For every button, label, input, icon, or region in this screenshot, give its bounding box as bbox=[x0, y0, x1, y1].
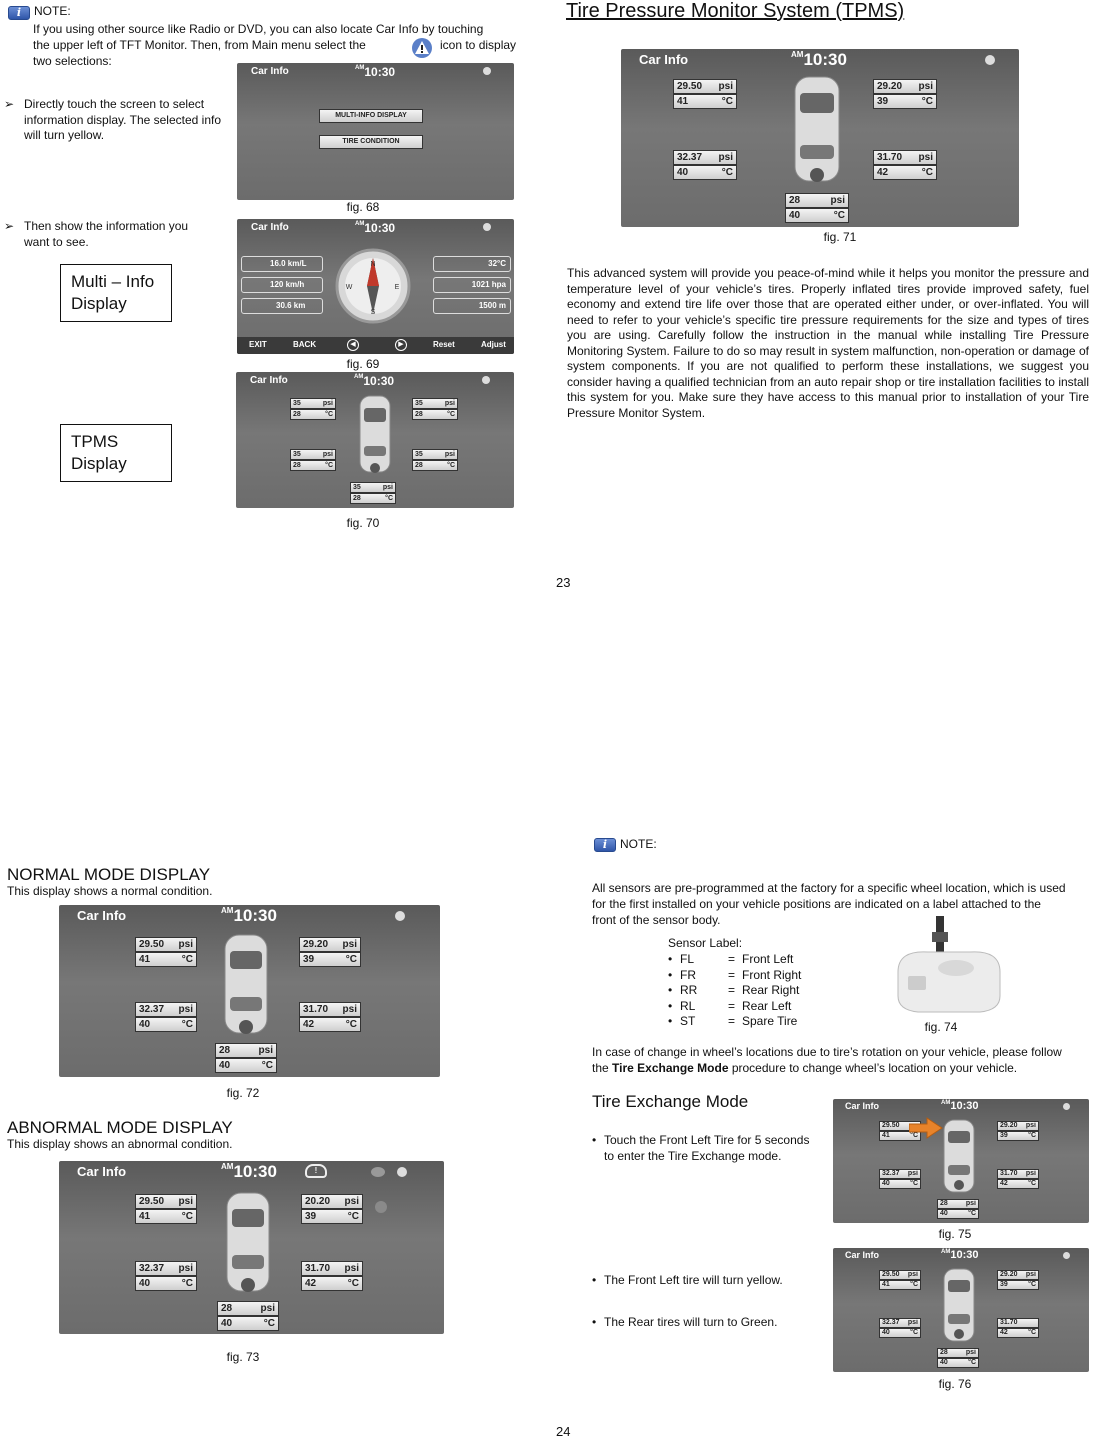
back-button[interactable]: BACK bbox=[293, 340, 317, 349]
note-24-line-3: front of the sensor body. bbox=[592, 913, 721, 927]
rl-temp-unit: °C bbox=[721, 167, 733, 178]
st-pressure: 28 bbox=[221, 1303, 233, 1314]
fr-tire-box bbox=[997, 1270, 1039, 1290]
st-tire-box bbox=[937, 1348, 979, 1368]
fr-tire-box bbox=[997, 1121, 1039, 1141]
fl-temp: 41 bbox=[677, 96, 689, 107]
note-line-3: icon to display bbox=[440, 38, 517, 52]
note-24-line-2: for the first installed on your vehicle positions are indicated on a label attached to the bbox=[592, 897, 1041, 911]
compass-w: W bbox=[345, 284, 353, 291]
note-label-24: NOTE: bbox=[620, 837, 657, 851]
rr-tire-box bbox=[301, 1261, 363, 1291]
fl-pressure: 29.50 bbox=[882, 1122, 900, 1129]
clock: $^{AM}$10:30 bbox=[354, 374, 395, 388]
st-pressure: 28 bbox=[940, 1349, 948, 1356]
sensor-item: • ST = Spare Tire bbox=[668, 1014, 798, 1029]
fig72-screen bbox=[59, 905, 440, 1077]
tpms-title: Tire Pressure Monitor System (TPMS) bbox=[566, 0, 905, 22]
fig69-caption: fig. 69 bbox=[346, 357, 380, 371]
fl-tire-box bbox=[673, 79, 737, 109]
change-line-2: the Tire Exchange Mode procedure to change wheel’s location on your vehicle. bbox=[592, 1061, 1018, 1075]
st-temp: 40 bbox=[940, 1359, 948, 1366]
rl-unit: psi bbox=[718, 152, 733, 163]
st-temp: 40 bbox=[789, 210, 801, 221]
settings-dot-icon bbox=[397, 1167, 407, 1177]
sensor-list bbox=[668, 952, 828, 1030]
st-pressure: 28 bbox=[219, 1045, 231, 1056]
note-line-1: If you using other source like Radio or DVD, you can also locate Car Info by touching bbox=[33, 22, 484, 36]
rl-temp-unit: °C bbox=[325, 462, 333, 469]
fl-temp: 28 bbox=[293, 411, 301, 418]
sensor-label-heading: Sensor Label: bbox=[668, 936, 743, 950]
fl-pressure: 35 bbox=[293, 400, 301, 407]
fig70-screen bbox=[236, 372, 514, 508]
fig68-screen bbox=[237, 63, 514, 200]
speed-row: 120 km/h bbox=[241, 277, 323, 293]
note-line-4: two selections: bbox=[33, 54, 112, 68]
tire-box-rl bbox=[290, 449, 336, 471]
sensor-photo bbox=[888, 910, 1012, 1020]
screen-title: Car Info bbox=[845, 1250, 880, 1260]
car-top-icon bbox=[219, 1189, 277, 1299]
rr-temp: 42 bbox=[1000, 1329, 1008, 1336]
step-1: • Touch the Front Left Tire for 5 seconds to enter the Tire Exchange mode. bbox=[592, 1133, 810, 1163]
prev-icon[interactable]: ◀ bbox=[347, 339, 359, 351]
fig76-screen bbox=[833, 1248, 1089, 1372]
st-unit: psi bbox=[258, 1045, 273, 1056]
fl-pressure: 29.50 bbox=[139, 939, 165, 950]
tire-box-st bbox=[350, 482, 396, 504]
st-temp-unit: °C bbox=[833, 210, 845, 221]
st-pressure: 35 bbox=[353, 484, 361, 491]
st-temp-unit: °C bbox=[385, 495, 393, 502]
st-pressure: 28 bbox=[940, 1200, 948, 1207]
pressure-row: 1021 hpa bbox=[433, 277, 511, 293]
st-pressure: 28 bbox=[789, 195, 801, 206]
step-3: • The Rear tires will turn to Green. bbox=[592, 1315, 778, 1329]
fr-temp-unit: °C bbox=[345, 954, 357, 965]
st-unit: psi bbox=[382, 484, 393, 491]
fr-pressure: 20.20 bbox=[305, 1196, 331, 1207]
bottom-bar bbox=[237, 337, 514, 354]
rl-pressure: 32.37 bbox=[882, 1170, 900, 1177]
rl-temp: 40 bbox=[677, 167, 689, 178]
fl-pressure: 29.50 bbox=[677, 81, 703, 92]
clock: $^{AM}$10:30 bbox=[221, 906, 277, 925]
settings-dot-icon bbox=[395, 911, 405, 921]
screen-title: Car Info bbox=[639, 52, 689, 67]
st-tire-box bbox=[215, 1043, 277, 1073]
rl-tire-box bbox=[879, 1169, 921, 1189]
rr-pressure: 35 bbox=[415, 451, 423, 458]
sound-icon bbox=[371, 1167, 385, 1177]
fl-tire-box bbox=[135, 1194, 197, 1224]
tire-box-fl bbox=[290, 398, 336, 420]
rl-unit: psi bbox=[907, 1319, 918, 1326]
car-top-icon bbox=[217, 931, 275, 1041]
rl-temp: 40 bbox=[882, 1180, 890, 1187]
st-unit: psi bbox=[965, 1200, 976, 1207]
rl-unit: psi bbox=[322, 451, 333, 458]
rr-pressure: 31.70 bbox=[305, 1263, 331, 1274]
st-temp-unit: °C bbox=[261, 1060, 273, 1071]
compass-n: N bbox=[370, 261, 376, 268]
step-2: • The Front Left tire will turn yellow. bbox=[592, 1273, 783, 1287]
tire-condition-button[interactable]: TIRE CONDITION bbox=[319, 135, 423, 149]
compass-icon bbox=[333, 246, 413, 326]
fr-unit: psi bbox=[1025, 1271, 1036, 1278]
fr-temp: 39 bbox=[1000, 1281, 1008, 1288]
fl-unit: psi bbox=[718, 81, 733, 92]
rr-tire-box bbox=[873, 150, 937, 180]
rl-temp-unit: °C bbox=[181, 1278, 193, 1289]
fr-unit: psi bbox=[918, 81, 933, 92]
st-tire-box bbox=[217, 1301, 279, 1331]
screen-title: Car Info bbox=[77, 1164, 127, 1179]
rr-unit: psi bbox=[444, 451, 455, 458]
fr-unit: psi bbox=[342, 939, 357, 950]
fig73-screen bbox=[59, 1161, 444, 1334]
rr-tire-box bbox=[997, 1318, 1039, 1338]
box-multi-info: Multi – Info Display bbox=[60, 264, 172, 322]
exit-button[interactable]: EXIT bbox=[249, 340, 267, 349]
info-icon: i bbox=[594, 838, 616, 852]
clock: $^{AM}$10:30 bbox=[941, 1100, 979, 1112]
fl-unit: psi bbox=[178, 1196, 193, 1207]
compass-e: E bbox=[394, 284, 400, 291]
rr-temp-unit: °C bbox=[1028, 1329, 1036, 1336]
fl-unit: psi bbox=[178, 939, 193, 950]
st-temp: 40 bbox=[219, 1060, 231, 1071]
st-temp: 40 bbox=[940, 1210, 948, 1217]
fig72-caption: fig. 72 bbox=[226, 1086, 260, 1100]
fig71-caption: fig. 71 bbox=[823, 230, 857, 244]
rr-temp-unit: °C bbox=[347, 1278, 359, 1289]
rl-temp: 40 bbox=[882, 1329, 890, 1336]
tire-exchange-heading: Tire Exchange Mode bbox=[592, 1092, 749, 1111]
st-temp-unit: °C bbox=[968, 1359, 976, 1366]
compass-s: S bbox=[370, 309, 376, 316]
temperature-row: 32°C bbox=[433, 256, 511, 272]
clock: $^{AM}$10:30 bbox=[221, 1162, 277, 1181]
fl-temp-unit: °C bbox=[910, 1132, 918, 1139]
rr-unit: psi bbox=[342, 1004, 357, 1015]
rr-temp-unit: °C bbox=[345, 1019, 357, 1030]
fr-alert-icon bbox=[375, 1201, 387, 1213]
fl-temp-unit: °C bbox=[181, 954, 193, 965]
note-24-line-1: All sensors are pre-programmed at the factory for a specific wheel location, which is used bbox=[592, 881, 1066, 895]
car-top-icon bbox=[939, 1266, 979, 1344]
fl-unit: psi bbox=[322, 400, 333, 407]
rl-temp-unit: °C bbox=[181, 1019, 193, 1030]
car-top-icon bbox=[787, 73, 847, 189]
rr-temp: 42 bbox=[877, 167, 889, 178]
note-label: NOTE: bbox=[34, 4, 71, 18]
clock: $^{AM}$10:30 bbox=[941, 1249, 979, 1261]
fr-temp-unit: °C bbox=[921, 96, 933, 107]
rr-temp: 28 bbox=[415, 462, 423, 469]
fr-tire-box bbox=[299, 937, 361, 967]
fl-tire-box bbox=[879, 1270, 921, 1290]
bullet-show: ➢ Then show the information you want to see. bbox=[24, 219, 214, 250]
info-icon: i bbox=[8, 6, 30, 20]
fr-unit: psi bbox=[344, 1196, 359, 1207]
altitude-row: 1500 m bbox=[433, 298, 511, 314]
tire-warning-icon: ! bbox=[305, 1164, 327, 1178]
rr-temp: 42 bbox=[305, 1278, 317, 1289]
rl-pressure: 32.37 bbox=[677, 152, 703, 163]
rl-pressure: 35 bbox=[293, 451, 301, 458]
rl-unit: psi bbox=[178, 1004, 193, 1015]
settings-dot-icon bbox=[482, 376, 490, 384]
fl-temp: 41 bbox=[139, 954, 151, 965]
sensor-item: • RL = Rear Left bbox=[668, 998, 792, 1013]
fl-pressure: 29.50 bbox=[139, 1196, 165, 1207]
adjust-button[interactable]: Adjust bbox=[481, 340, 506, 349]
fig73-caption: fig. 73 bbox=[226, 1350, 260, 1364]
fr-temp: 39 bbox=[303, 954, 315, 965]
fr-unit: psi bbox=[1025, 1122, 1036, 1129]
fr-pressure: 35 bbox=[415, 400, 423, 407]
fl-temp: 41 bbox=[882, 1132, 890, 1139]
screen-title: Car Info bbox=[251, 66, 289, 77]
rr-pressure: 31.70 bbox=[1000, 1319, 1018, 1326]
abnormal-mode-text: This display shows an abnormal condition. bbox=[7, 1137, 233, 1151]
fl-unit: psi bbox=[907, 1271, 918, 1278]
fr-temp-unit: °C bbox=[1028, 1281, 1036, 1288]
fr-tire-box bbox=[873, 79, 937, 109]
fig68-caption: fig. 68 bbox=[346, 200, 380, 214]
fr-temp: 39 bbox=[877, 96, 889, 107]
rr-pressure: 31.70 bbox=[877, 152, 903, 163]
fl-temp-unit: °C bbox=[325, 411, 333, 418]
car-top-icon bbox=[939, 1117, 979, 1195]
fig70-caption: fig. 70 bbox=[346, 516, 380, 530]
sensor-item: • RR = Rear Right bbox=[668, 983, 800, 998]
rr-unit: psi bbox=[344, 1263, 359, 1274]
st-temp-unit: °C bbox=[263, 1318, 275, 1329]
page-number-24: 24 bbox=[556, 1424, 571, 1438]
fl-temp-unit: °C bbox=[721, 96, 733, 107]
rr-temp-unit: °C bbox=[447, 462, 455, 469]
st-unit: psi bbox=[830, 195, 845, 206]
fig75-screen bbox=[833, 1099, 1089, 1223]
sensor-item: • FR = Front Right bbox=[668, 967, 802, 982]
tire-box-rr bbox=[412, 449, 458, 471]
screen-title: Car Info bbox=[251, 222, 289, 233]
tire-box-fr bbox=[412, 398, 458, 420]
rl-unit: psi bbox=[178, 1263, 193, 1274]
rl-temp-unit: °C bbox=[910, 1180, 918, 1187]
fig75-caption: fig. 75 bbox=[938, 1227, 972, 1241]
rl-tire-box bbox=[135, 1261, 197, 1291]
fr-pressure: 29.20 bbox=[877, 81, 903, 92]
st-temp-unit: °C bbox=[968, 1210, 976, 1217]
car-top-icon bbox=[354, 392, 396, 478]
clock: $^{AM}$10:30 bbox=[355, 221, 396, 235]
clock: $^{AM}$10:30 bbox=[355, 65, 396, 79]
rr-temp-unit: °C bbox=[921, 167, 933, 178]
next-icon[interactable]: ▶ bbox=[395, 339, 407, 351]
fr-pressure: 29.20 bbox=[303, 939, 329, 950]
box-tpms: TPMS Display bbox=[60, 424, 172, 482]
reset-button[interactable]: Reset bbox=[433, 340, 455, 349]
st-unit: psi bbox=[260, 1303, 275, 1314]
fr-tire-box-abnormal bbox=[301, 1194, 363, 1224]
fr-temp: 39 bbox=[1000, 1132, 1008, 1139]
rr-unit: psi bbox=[1025, 1170, 1036, 1177]
rl-tire-box bbox=[135, 1002, 197, 1032]
st-temp: 28 bbox=[353, 495, 361, 502]
st-unit: psi bbox=[965, 1349, 976, 1356]
rr-tire-box bbox=[299, 1002, 361, 1032]
fr-pressure: 29.20 bbox=[1000, 1271, 1018, 1278]
rr-unit: psi bbox=[918, 152, 933, 163]
rl-pressure: 32.37 bbox=[882, 1319, 900, 1326]
sensor-item: • FL = Front Left bbox=[668, 952, 794, 966]
change-line-1: In case of change in wheel’s locations due to tire’s rotation on your vehicle, please follow bbox=[592, 1045, 1062, 1059]
fig71-screen bbox=[621, 49, 1019, 227]
tpms-paragraph: This advanced system will provide you peace-of-mind while it helps you monitor the pressure and temperature level of your vehicle’s tires. Properly inflated tires provide improved safety, fuel economy and extend tire life over those that are operated either under, or over-inflated. You will need to refer to your vehicle’s specific tire pressure requirements for the size and types of tires you are using. Carefully follow the instruction in the manual while installing Tire Pressure Monitoring System. Failure to do so may result in system malfunction, non-operation or damage of system components. If you are not qualified to perform these installations, we suggest you consider having a qualified technician from an auto repair shop or tire installation facilities to install this system for you. Make sure they have access to this manual prior to installation of your Tire Pressure Monitor System. bbox=[567, 266, 1089, 420]
rl-pressure: 32.37 bbox=[139, 1004, 165, 1015]
fl-tire-box bbox=[135, 937, 197, 967]
fl-temp: 41 bbox=[139, 1211, 151, 1222]
fig74-caption: fig. 74 bbox=[924, 1020, 958, 1034]
multi-info-display-button[interactable]: MULTI-INFO DISPLAY bbox=[319, 109, 423, 123]
note-line-2: the upper left of TFT Monitor. Then, from Main menu select the bbox=[33, 38, 366, 52]
screen-title: Car Info bbox=[77, 908, 127, 923]
rr-temp: 42 bbox=[303, 1019, 315, 1030]
settings-dot-icon bbox=[985, 55, 995, 65]
tire-exchange-mode-bold: Tire Exchange Mode bbox=[612, 1061, 729, 1075]
rr-pressure: 31.70 bbox=[303, 1004, 329, 1015]
rl-temp-unit: °C bbox=[910, 1329, 918, 1336]
fr-temp-unit: °C bbox=[1028, 1132, 1036, 1139]
settings-dot-icon bbox=[1063, 1252, 1070, 1259]
fig76-caption: fig. 76 bbox=[938, 1377, 972, 1391]
fl-temp: 41 bbox=[882, 1281, 890, 1288]
rl-tire-box bbox=[673, 150, 737, 180]
fr-unit: psi bbox=[444, 400, 455, 407]
normal-mode-text: This display shows a normal condition. bbox=[7, 884, 213, 898]
fr-temp: 39 bbox=[305, 1211, 317, 1222]
rl-unit: psi bbox=[907, 1170, 918, 1177]
normal-mode-heading: NORMAL MODE DISPLAY bbox=[7, 865, 211, 884]
rr-pressure: 31.70 bbox=[1000, 1170, 1018, 1177]
st-temp: 40 bbox=[221, 1318, 233, 1329]
fl-temp-unit: °C bbox=[910, 1281, 918, 1288]
fl-pressure: 29.50 bbox=[882, 1271, 900, 1278]
rl-tire-box bbox=[879, 1318, 921, 1338]
rl-pressure: 32.37 bbox=[139, 1263, 165, 1274]
fr-pressure: 29.20 bbox=[1000, 1122, 1018, 1129]
fig69-screen bbox=[237, 219, 514, 354]
fr-temp-unit: °C bbox=[347, 1211, 359, 1222]
rl-temp: 40 bbox=[139, 1278, 151, 1289]
rl-temp: 28 bbox=[293, 462, 301, 469]
bullet-select: ➢ Directly touch the screen to select information display. The selected info will turn yellow. bbox=[24, 97, 224, 144]
rr-temp: 42 bbox=[1000, 1180, 1008, 1187]
screen-title: Car Info bbox=[250, 375, 288, 386]
fr-temp-unit: °C bbox=[447, 411, 455, 418]
fuel-economy-row: 16.0 km/L bbox=[241, 256, 323, 272]
fr-temp: 28 bbox=[415, 411, 423, 418]
abnormal-mode-heading: ABNORMAL MODE DISPLAY bbox=[7, 1118, 233, 1137]
fl-temp-unit: °C bbox=[181, 1211, 193, 1222]
settings-dot-icon bbox=[483, 67, 491, 75]
rl-temp: 40 bbox=[139, 1019, 151, 1030]
rr-temp-unit: °C bbox=[1028, 1180, 1036, 1187]
settings-dot-icon bbox=[483, 223, 491, 231]
rr-tire-box bbox=[997, 1169, 1039, 1189]
st-tire-box bbox=[937, 1199, 979, 1219]
st-tire-box bbox=[785, 193, 849, 223]
settings-dot-icon bbox=[1063, 1103, 1070, 1110]
arrow-pointer-icon bbox=[909, 1117, 943, 1139]
range-row: 30.6 km bbox=[241, 298, 323, 314]
clock: $^{AM}$10:30 bbox=[791, 50, 847, 69]
page-number-23: 23 bbox=[556, 575, 571, 590]
screen-title: Car Info bbox=[845, 1101, 880, 1111]
warning-icon bbox=[410, 37, 434, 59]
